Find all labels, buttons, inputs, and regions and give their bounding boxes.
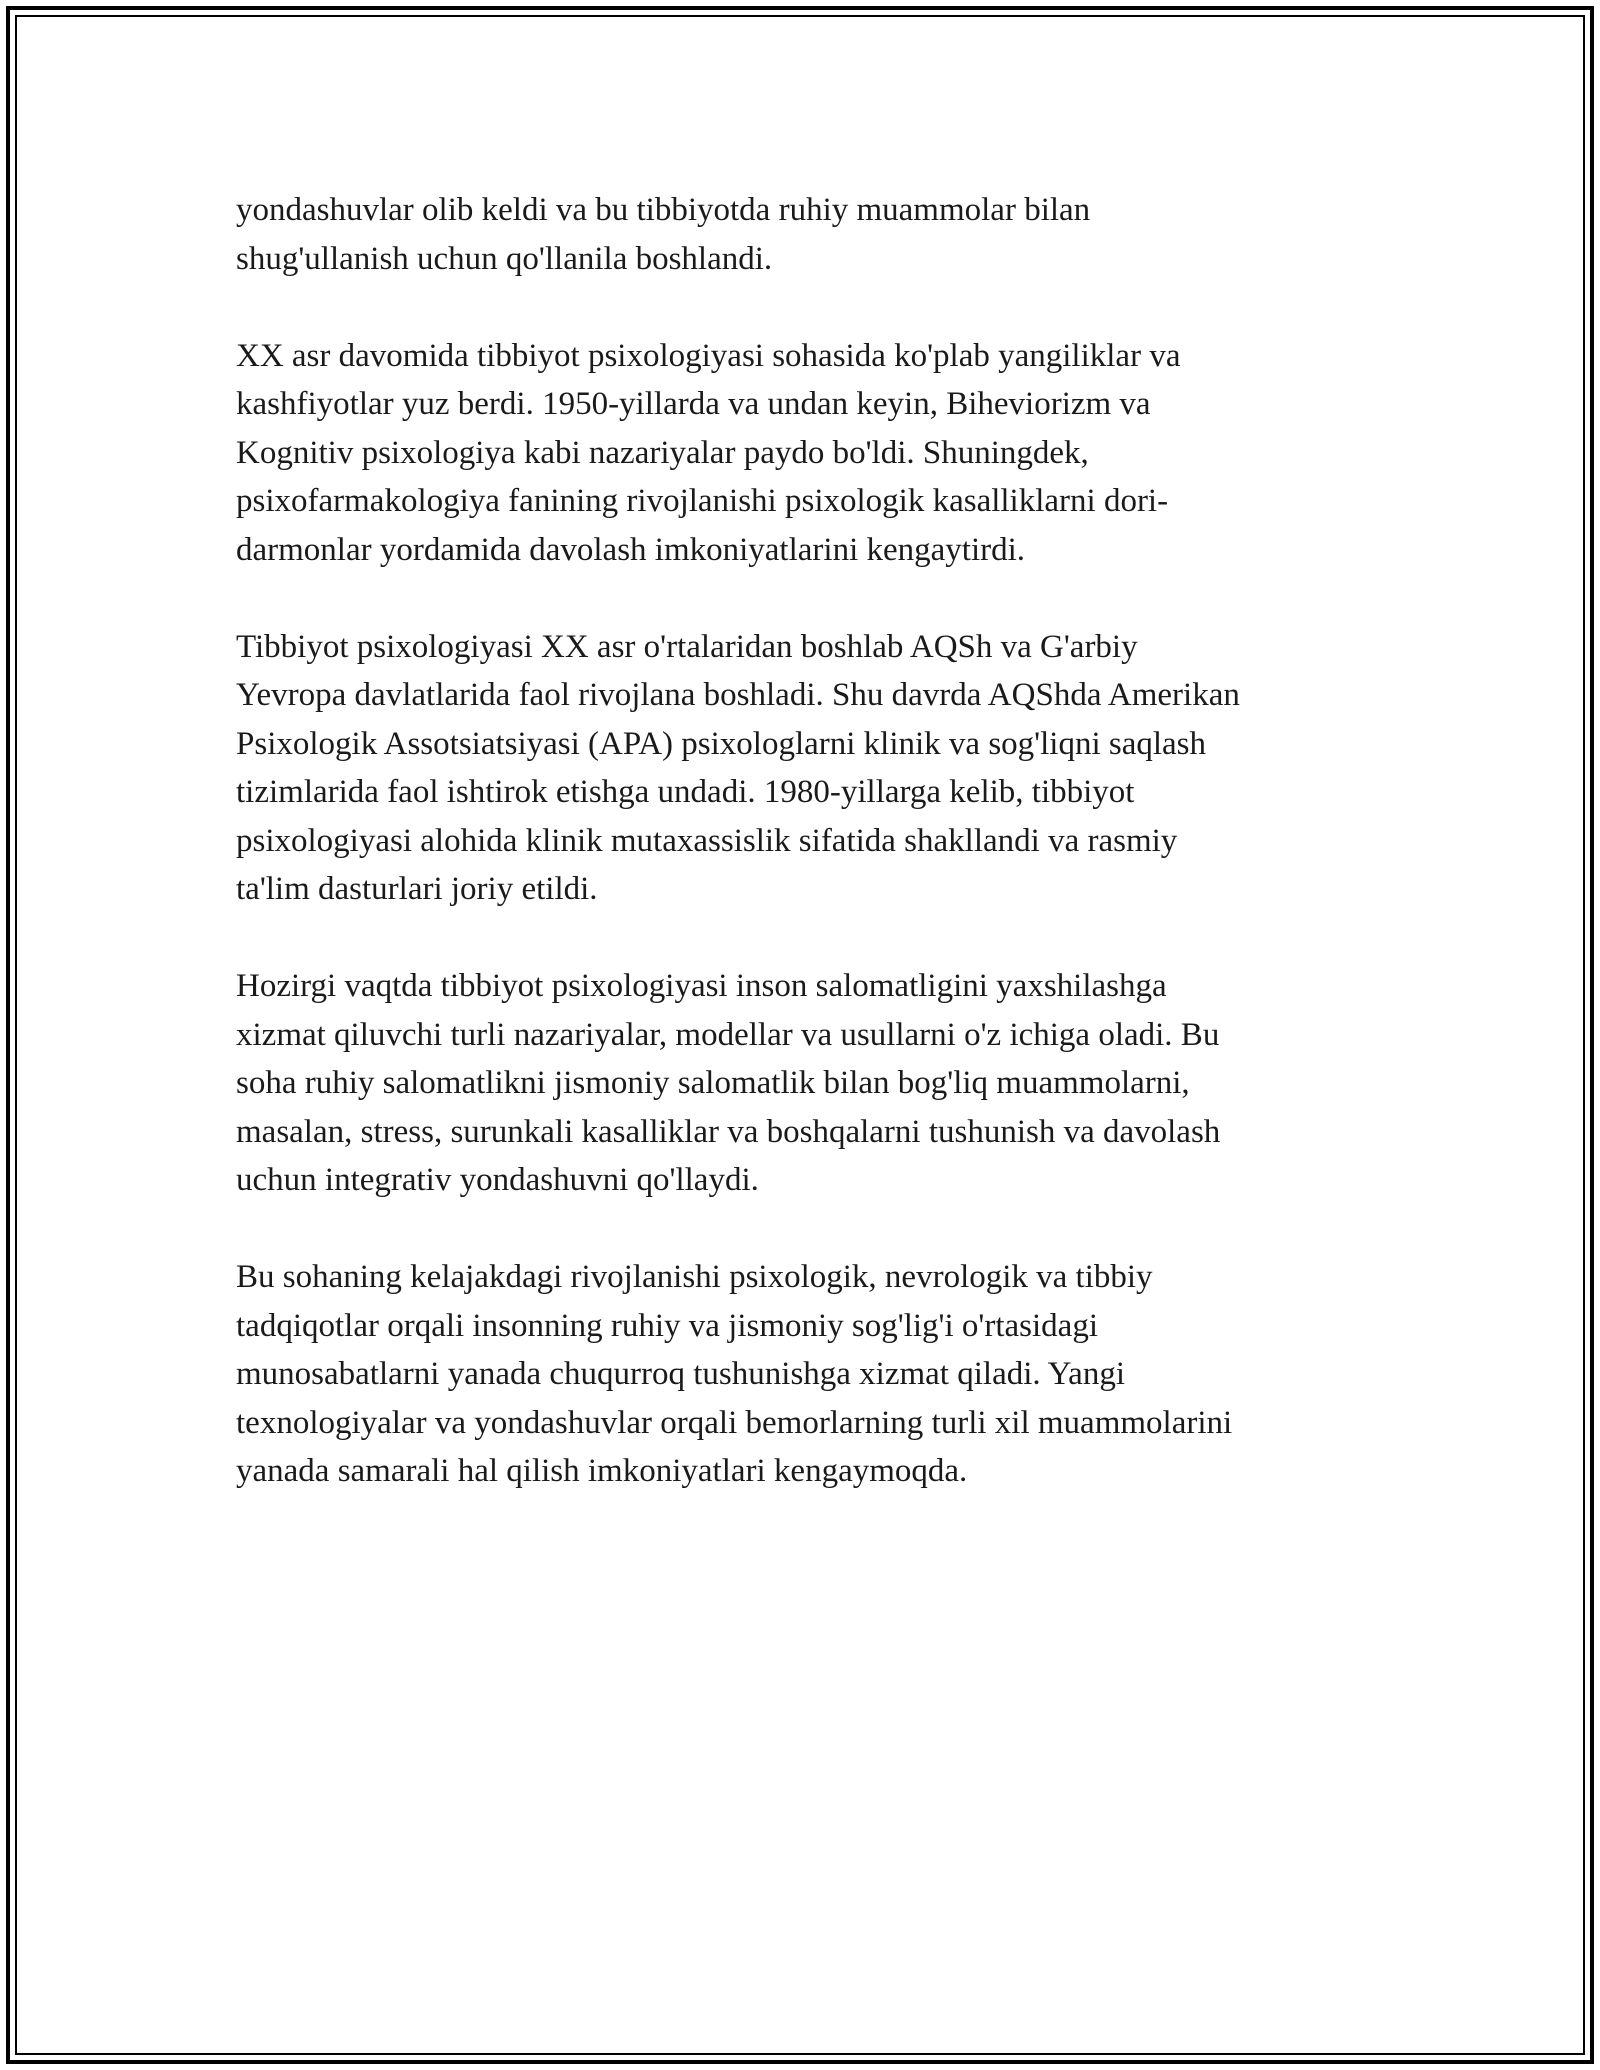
text-line: ta'lim dasturlari joriy etildi. [236,871,598,907]
text-line: Bu sohaning kelajakdagi rivojlanishi psixologik, nevrologik va tibbiy [236,1259,1153,1295]
text-line: masalan, stress, surunkali kasalliklar va boshqalarni tushunish va davolash [236,1113,1221,1150]
text-line: shug'ullanish uchun qo'llanila boshlandi. [236,240,773,277]
text-line: tizimlarida faol ishtirok etishga undadi. 1980-yillarga kelib, tibbiyot [236,774,1135,810]
paragraph-3 [236,623,1376,914]
text-line: uchun integrativ yondashuvni qo'llaydi. [236,1162,759,1198]
paragraph-5 [236,1253,1376,1496]
text-line: psixofarmakologiya fanining rivojlanishi psixologik kasalliklarni dori- [236,483,1169,519]
text-line: yondashuvlar olib keldi va bu tibbiyotda ruhiy muammolar bilan [236,192,1091,228]
document-body [236,186,1376,1544]
text-line: Psixologik Assotsiatsiyasi (APA) psixologlarni klinik va sog'liqni saqlash [236,725,1207,762]
text-line: psixologiyasi alohida klinik mutaxassislik sifatida shakllandi va rasmiy [236,822,1178,859]
text-line: soha ruhiy salomatlikni jismoniy salomatlik bilan bog'liq muammolarni, [236,1065,1190,1101]
text-line: munosabatlarni yanada chuqurroq tushunishga xizmat qiladi. Yangi [236,1356,1126,1392]
text-line: xizmat qiluvchi turli nazariyalar, modellar va usullarni o'z ichiga oladi. Bu [236,1016,1220,1053]
paragraph-4 [236,962,1376,1205]
text-line: Yevropa davlatlarida faol rivojlana boshladi. Shu davrda AQShda Amerikan [236,677,1240,713]
text-line: tadqiqotlar orqali insonning ruhiy va jismoniy sog'lig'i o'rtasidagi [236,1307,1098,1344]
paragraph-1 [236,186,1376,283]
paragraph-2 [236,332,1376,575]
text-line: Hozirgi vaqtda tibbiyot psixologiyasi inson salomatligini yaxshilashga [236,968,1167,1004]
text-line: Tibbiyot psixologiyasi XX asr o'rtalaridan boshlab AQSh va G'arbiy [236,628,1138,665]
text-line: texnologiyalar va yondashuvlar orqali bemorlarning turli xil muammolarini [236,1404,1233,1441]
text-line: Kognitiv psixologiya kabi nazariyalar paydo bo'ldi. Shuningdek, [236,434,1089,471]
text-line: yanada samarali hal qilish imkoniyatlari kengaymoqda. [236,1453,968,1489]
text-line: XX asr davomida tibbiyot psixologiyasi sohasida ko'plab yangiliklar va [236,337,1181,374]
text-line: kashfiyotlar yuz berdi. 1950-yillarda va undan keyin, Biheviorizm va [236,386,1151,422]
text-line: darmonlar yordamida davolash imkoniyatlarini kengaytirdi. [236,531,1026,568]
